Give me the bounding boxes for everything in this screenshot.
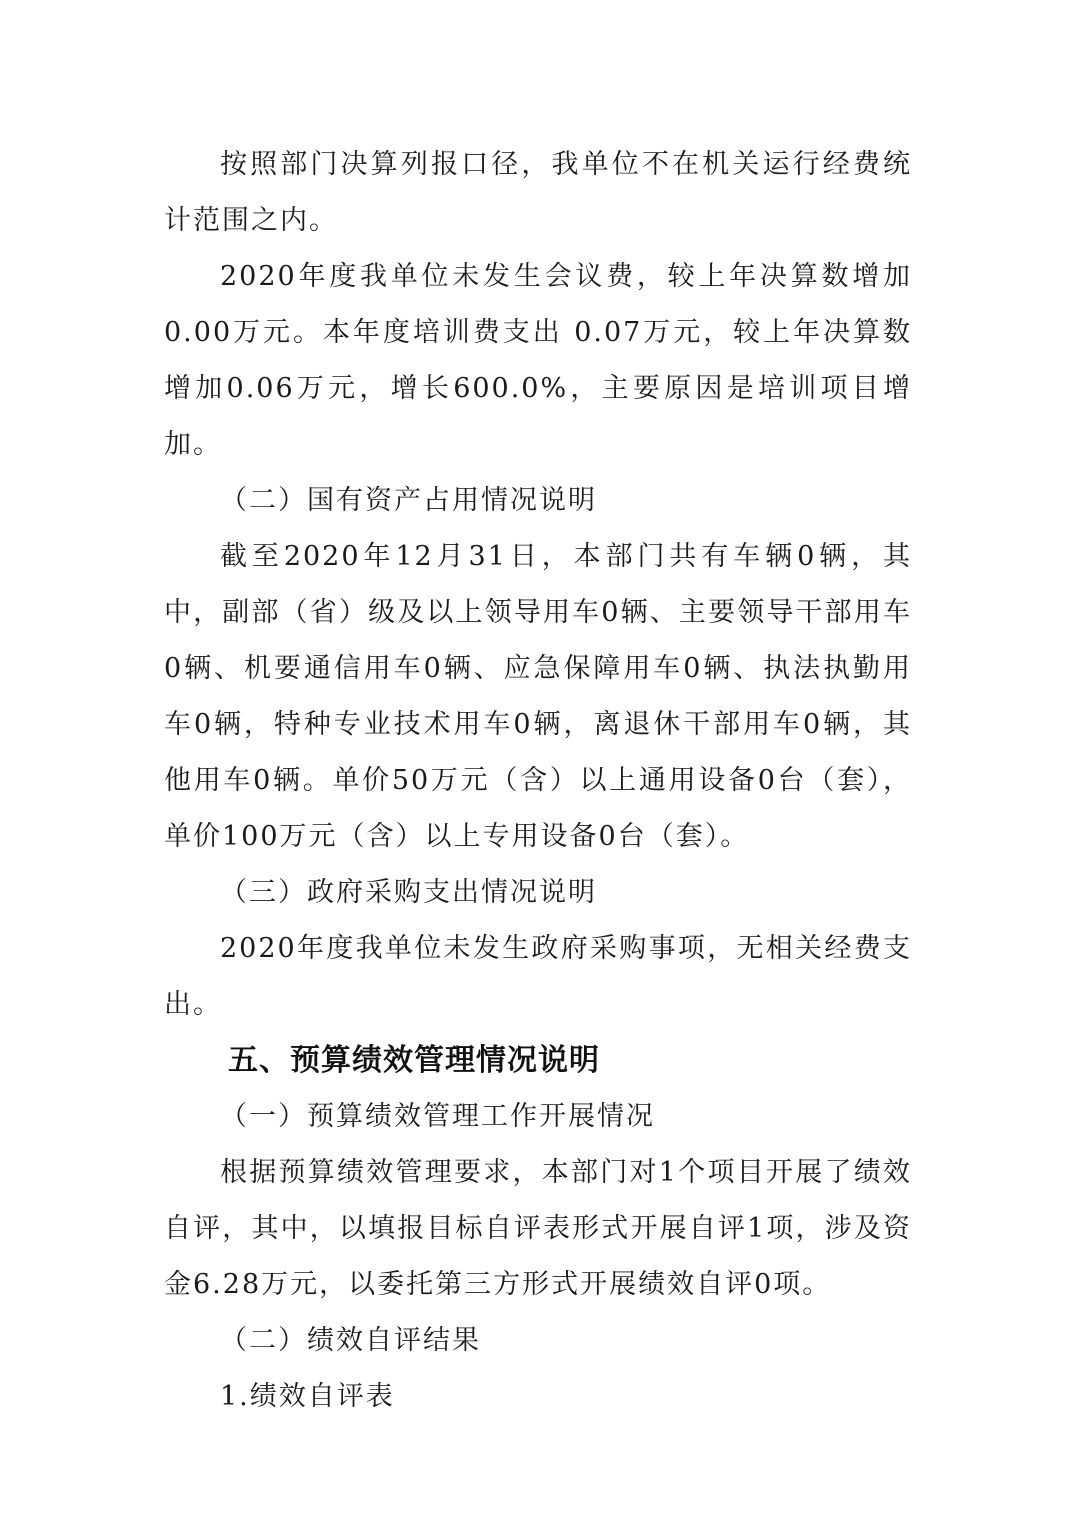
subheading-government-procurement: （三）政府采购支出情况说明 (220, 877, 597, 908)
paragraph-operating-expenses: 按照部门决算列报口径，我单位不在机关运行经费统计范围之内。 (164, 149, 912, 236)
paragraph-performance-evaluation: 根据预算绩效管理要求，本部门对1个项目开展了绩效自评，其中，以填报目标自评表形式开展自评1项，涉及资金6.28万元，以委托第三方形式开展绩效自评0项。 (164, 1157, 912, 1300)
paragraph-vehicles-equipment: 截至2020年12月31日，本部门共有车辆0辆，其中，副部（省）级及以上领导用车0辆、主要领导干部用车0辆、机要通信用车0辆、应急保障用车0辆、执法执勤用车0辆，特种专业技术用车0辆，离退休干部用车0辆，其他用车0辆。单价50万元（含）以上通用设备0台（套），单价100万元（含）以上专用设备0台（套）。 (164, 541, 912, 852)
subheading-evaluation-results: （二）绩效自评结果 (220, 1325, 481, 1356)
subheading-evaluation-table: 1.绩效自评表 (220, 1381, 395, 1412)
section-title-performance-management: 五、预算绩效管理情况说明 (228, 1043, 600, 1078)
paragraph-procurement: 2020年度我单位未发生政府采购事项，无相关经费支出。 (164, 933, 912, 1020)
document-body (164, 137, 912, 1425)
subheading-performance-work: （一）预算绩效管理工作开展情况 (220, 1101, 655, 1132)
paragraph-meeting-training-fees: 2020年度我单位未发生会议费，较上年决算数增加0.00万元。本年度培训费支出 0.07万元，较上年决算数增加0.06万元，增长600.0%，主要原因是培训项目增加。 (164, 261, 912, 460)
subheading-state-assets: （二）国有资产占用情况说明 (220, 485, 597, 516)
